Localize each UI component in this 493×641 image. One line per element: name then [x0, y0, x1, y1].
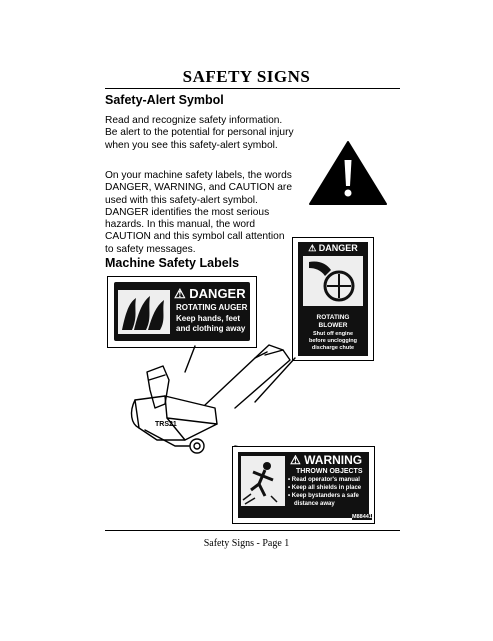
thrown-objects-hazard-icon [241, 456, 285, 506]
page-title: SAFETY SIGNS [182, 67, 311, 86]
safety-alert-paragraph-1: Read and recognize safety information. Be alert to the potential for personal injury when you see this safety-alert symbol. [105, 115, 294, 151]
auger-line-1: ROTATING AUGER [176, 303, 248, 312]
snowblower-illustration [105, 300, 375, 465]
warning-triangle-icon: ⚠ [290, 453, 301, 467]
blower-line-2: BLOWER [318, 322, 348, 329]
auger-danger-banner: DANGER [189, 286, 246, 301]
warning-triangle-icon: ⚠ [308, 243, 317, 253]
blower-line-3: Shut off engine [312, 331, 354, 337]
thrown-line-2: • Read operator's manual [288, 477, 360, 483]
page-footer: Safety Signs - Page 1 [203, 538, 290, 549]
blower-line-1: ROTATING [316, 314, 350, 321]
auger-line-3: and clothing away [176, 324, 246, 333]
blower-danger-banner: DANGER [318, 243, 358, 253]
auger-line-2: Keep hands, feet [176, 314, 241, 323]
thrown-line-4: • Keep bystanders a safe [288, 493, 359, 499]
warning-thrown-objects-label [232, 446, 375, 524]
thrown-line-3: • Keep all shields in place [288, 485, 362, 491]
safety-alert-paragraph-2: On your machine safety labels, the words DANGER, WARNING, and CAUTION are used with this safety-alert symbol. DANGER identifies the most serious hazards. In this manual, the word CAUTION and this symbol call attention to safety messages. [105, 170, 292, 255]
thrown-warning-banner: WARNING [304, 453, 363, 467]
blower-hazard-icon [303, 256, 363, 306]
warning-triangle-icon: ⚠ [174, 286, 186, 301]
title-rule [105, 88, 400, 89]
blower-line-5: discharge chute [311, 345, 355, 351]
machine-labels-heading: Machine Safety Labels [105, 256, 240, 270]
blower-line-4: before unclogging [309, 338, 357, 344]
footer-rule [105, 530, 400, 531]
thrown-line-5: distance away [294, 501, 335, 507]
machine-model-label: TRS21 [155, 421, 177, 428]
safety-alert-heading: Safety-Alert Symbol [105, 93, 224, 107]
thrown-line-1: THROWN OBJECTS [296, 468, 363, 475]
thrown-label-code: M88441 [352, 514, 372, 520]
safety-alert-triangle-icon [308, 140, 388, 206]
